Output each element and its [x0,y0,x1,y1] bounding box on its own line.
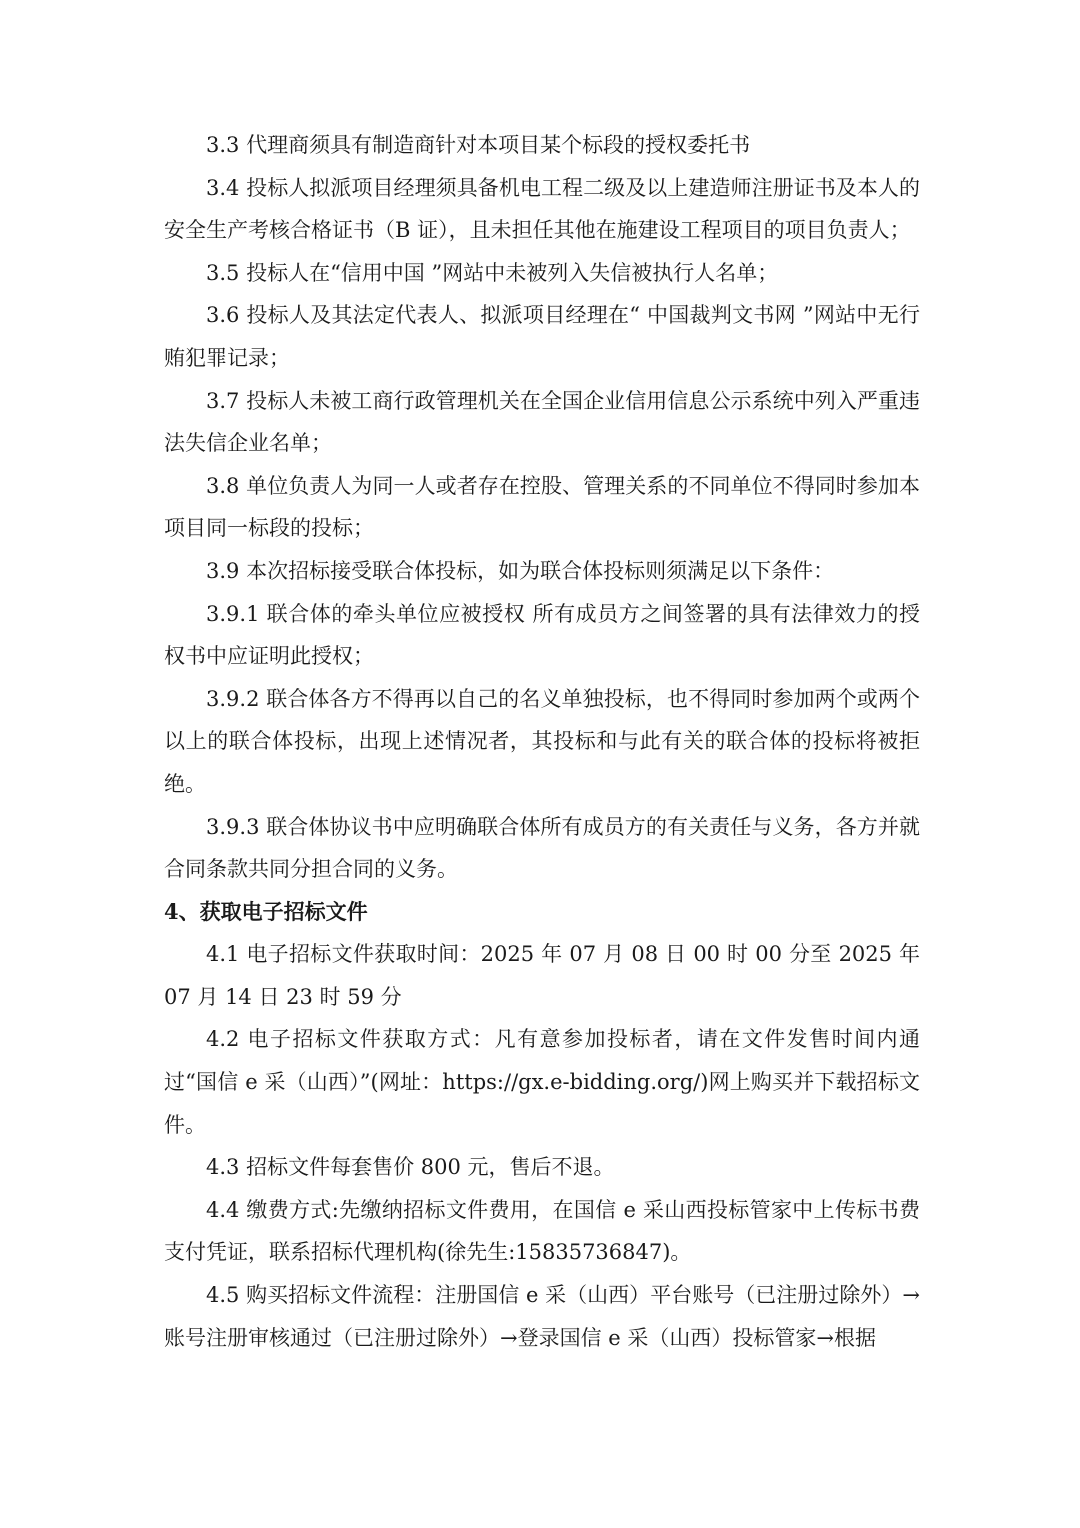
clause-3-9: 3.9 本次招标接受联合体投标，如为联合体投标则须满足以下条件： [206,558,835,583]
document-page [164,124,920,1359]
clause-3-4: 3.4 投标人拟派项目经理须具备机电工程二级及以上建造师注册证书及本人的安全生产考核合格证书（B 证），且未担任其他在施建设工程项目的项目负责人； [164,175,920,243]
clause-3-7: 3.7 投标人未被工商行政管理机关在全国企业信用信息公示系统中列入严重违法失信企业名单； [164,388,920,456]
clause-3-9-3: 3.9.3 联合体协议书中应明确联合体所有成员方的有关责任与义务，各方并就合同条款共同分担合同的义务。 [164,814,920,882]
clause-3-6: 3.6 投标人及其法定代表人、拟派项目经理在“ 中国裁判文书网 ”网站中无行贿犯罪记录； [164,303,920,370]
section-heading-4: 4、获取电子招标文件 [164,898,368,924]
clause-4-1: 4.1 电子招标文件获取时间：2025 年 07 月 08 日 00 时 00 分至 2025 年 07 月 14 日 23 时 59 分 [164,942,920,1009]
clause-4-4: 4.4 缴费方式:先缴纳招标文件费用，在国信 e 采山西投标管家中上传标书费支付凭证，联系招标代理机构(徐先生:15835736847)。 [164,1197,920,1265]
clause-3-9-2: 3.9.2 联合体各方不得再以自己的名义单独投标，也不得同时参加两个或两个以上的联合体投标，出现上述情况者，其投标和与此有关的联合体的投标将被拒绝。 [164,686,920,796]
clause-4-3: 4.3 招标文件每套售价 800 元，售后不退。 [206,1155,615,1180]
clause-4-2: 4.2 电子招标文件获取方式：凡有意参加投标者，请在文件发售时间内通过“国信 e 采（山西）”(网址：https://gx.e-bidding.org/)网上购买并下载招标文件。 [164,1027,920,1137]
clause-3-3: 3.3 代理商须具有制造商针对本项目某个标段的授权委托书 [206,133,751,157]
clause-4-5: 4.5 购买招标文件流程：注册国信 e 采（山西）平台账号（已注册过除外）→账号注册审核通过（已注册过除外）→登录国信 e 采（山西）投标管家→根据 [164,1283,920,1350]
clause-3-9-1: 3.9.1 联合体的牵头单位应被授权 所有成员方之间签署的具有法律效力的授权书中应证明此授权； [164,601,920,669]
clause-3-5: 3.5 投标人在“信用中国 ”网站中未被列入失信被执行人名单； [206,260,779,285]
clause-3-8: 3.8 单位负责人为同一人或者存在控股、管理关系的不同单位不得同时参加本项目同一标段的投标； [164,473,920,541]
